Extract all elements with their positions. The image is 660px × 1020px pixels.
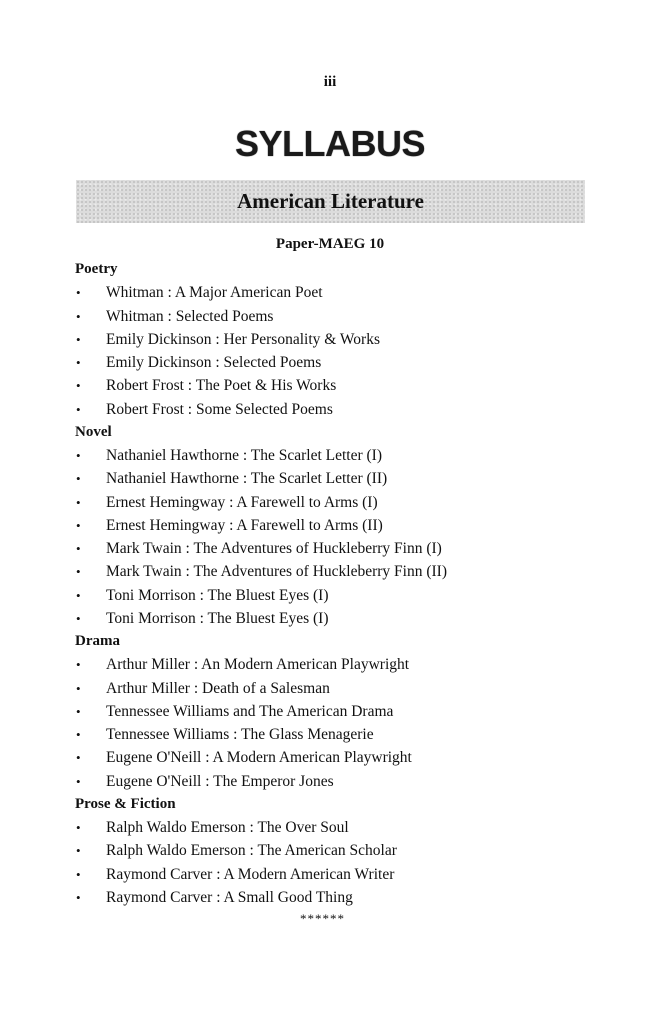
section-heading: Drama	[75, 633, 120, 649]
list-item-text: Whitman : Selected Poems	[106, 307, 274, 325]
bullet-icon: •	[76, 843, 81, 859]
list-item	[75, 723, 595, 746]
list-item-text: Raymond Carver : A Modern American Writer	[106, 865, 395, 883]
list-item-text: Emily Dickinson : Selected Poems	[106, 354, 322, 371]
bullet-icon: •	[76, 727, 81, 742]
bullet-icon: •	[76, 680, 81, 696]
list-item	[75, 328, 595, 351]
list-item	[75, 677, 595, 700]
list-item	[75, 374, 595, 397]
list-item	[75, 584, 595, 607]
list-item-text: Ralph Waldo Emerson : The Over Soul	[106, 819, 349, 836]
section-heading: Prose & Fiction	[75, 795, 176, 812]
bullet-icon: •	[76, 564, 81, 580]
page-number: iii	[323, 74, 337, 90]
list-item-text: Ernest Hemingway : A Farewell to Arms (I)	[106, 493, 378, 511]
list-item-text: Arthur Miller : An Modern American Playwright	[106, 656, 410, 674]
list-item	[75, 653, 595, 676]
list-item	[75, 607, 595, 630]
bullet-icon: •	[76, 355, 81, 370]
list-item	[75, 351, 595, 374]
list-item-text: Nathaniel Hawthorne : The Scarlet Letter (I)	[106, 447, 383, 464]
bullet-icon: •	[76, 820, 81, 835]
list-item	[75, 700, 595, 723]
bullet-icon: •	[76, 331, 81, 347]
list-item-text: Ralph Waldo Emerson : The American Scholar	[106, 842, 397, 860]
syllabus-list	[75, 258, 595, 909]
list-item	[75, 514, 595, 537]
list-item-text: Mark Twain : The Adventures of Huckleberry Finn (I)	[106, 540, 442, 557]
list-item	[75, 537, 595, 560]
list-item-text: Robert Frost : Some Selected Poems	[106, 400, 333, 418]
bullet-icon: •	[76, 773, 81, 789]
list-item-text: Eugene O'Neill : A Modern American Playwright	[106, 749, 412, 767]
list-item-text: Mark Twain : The Adventures of Huckleberry Finn (II)	[106, 563, 447, 581]
list-item	[75, 305, 595, 328]
bullet-icon: •	[76, 308, 81, 324]
bullet-icon: •	[76, 471, 81, 487]
list-item	[75, 560, 595, 583]
bullet-icon: •	[76, 494, 81, 510]
section-heading: Novel	[75, 423, 112, 440]
list-item-text: Nathaniel Hawthorne : The Scarlet Letter (II)	[106, 470, 388, 488]
bullet-icon: •	[76, 401, 81, 417]
list-item-text: Emily Dickinson : Her Personality & Works	[106, 330, 380, 348]
page-title: SYLLABUS	[234, 123, 425, 164]
list-item	[75, 746, 595, 769]
list-item	[75, 839, 595, 862]
list-item	[75, 467, 595, 490]
subject-title: American Literature	[237, 189, 424, 213]
list-item-text: Raymond Carver : A Small Good Thing	[106, 888, 353, 906]
section-heading: Poetry	[75, 261, 118, 277]
list-item-text: Toni Morrison : The Bluest Eyes (I)	[106, 586, 329, 604]
list-item	[75, 444, 595, 467]
end-marker: ******	[300, 911, 345, 926]
list-item-text: Toni Morrison : The Bluest Eyes (I)	[106, 609, 329, 627]
bullet-icon: •	[76, 703, 81, 719]
list-item-text: Tennessee Williams : The Glass Menagerie	[106, 726, 374, 743]
bullet-icon: •	[76, 587, 81, 603]
list-item	[75, 398, 595, 421]
list-item-text: Ernest Hemingway : A Farewell to Arms (II)	[106, 516, 383, 534]
bullet-icon: •	[76, 610, 81, 626]
paper-code: Paper-MAEG 10	[275, 236, 385, 252]
bullet-icon: •	[76, 448, 81, 463]
bullet-icon: •	[76, 541, 81, 556]
list-item-text: Arthur Miller : Death of a Salesman	[106, 679, 330, 697]
bullet-icon: •	[76, 750, 81, 766]
subject-banner	[76, 180, 585, 223]
bullet-icon: •	[76, 517, 81, 533]
list-item	[75, 281, 595, 304]
list-item-text: Robert Frost : The Poet & His Works	[106, 377, 337, 395]
bullet-icon: •	[76, 285, 81, 301]
bullet-icon: •	[76, 657, 81, 673]
list-item	[75, 863, 595, 886]
list-item-text: Eugene O'Neill : The Emperor Jones	[106, 772, 334, 790]
list-item	[75, 886, 595, 909]
list-item	[75, 491, 595, 514]
list-item	[75, 770, 595, 793]
bullet-icon: •	[76, 866, 81, 882]
bullet-icon: •	[76, 889, 81, 905]
list-item-text: Tennessee Williams and The American Drama	[106, 702, 394, 720]
bullet-icon: •	[76, 378, 81, 394]
list-item	[75, 816, 595, 839]
list-item-text: Whitman : A Major American Poet	[106, 284, 323, 302]
